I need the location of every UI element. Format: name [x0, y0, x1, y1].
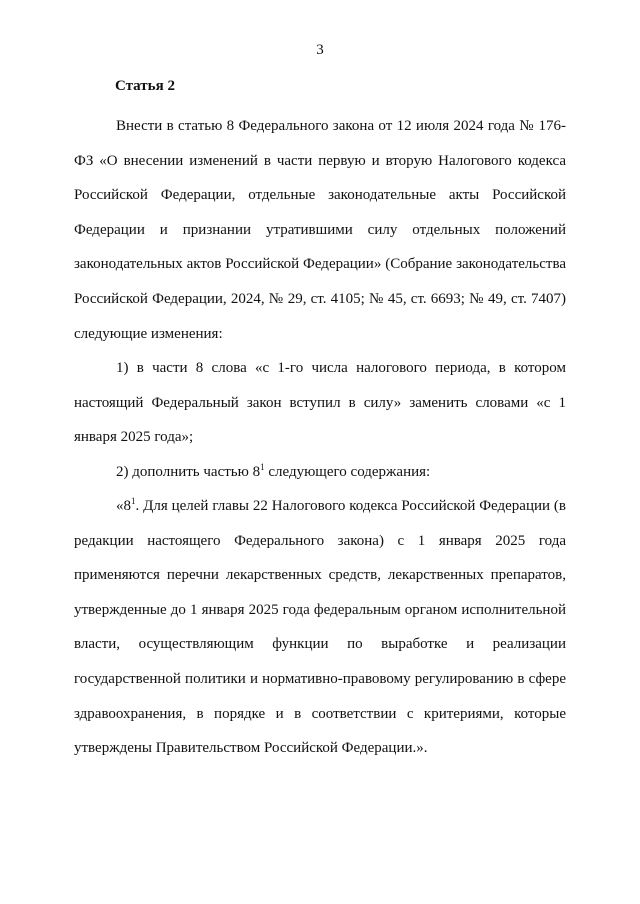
item-2-superscript: 1 — [260, 462, 265, 472]
article-title: Статья 2 — [115, 78, 175, 94]
page-number: 3 — [316, 42, 324, 58]
paragraph-item-2 — [74, 455, 566, 490]
article-item-2 — [74, 455, 566, 490]
quote-superscript: 1 — [131, 496, 136, 506]
item-2-text-end: следующего содержания: — [264, 464, 431, 480]
article-quote — [74, 489, 566, 766]
quote-text-start: «8 — [116, 498, 131, 514]
paragraph-item-1: 1) в части 8 слова «с 1-го числа налогового периода, в котором настоящий Федеральный закон вступил в силу» заменить словами «с 1 января 2025 года»; — [74, 360, 566, 446]
quote-text-end: . Для целей главы 22 Налогового кодекса Российской Федерации (в редакции настоящего Федерального закона) с 1 января 2025 года применяются перечни лекарственных средств, лекарственных препаратов, утвержденные до 1 января 2025 года федеральным органом исполнительной власти, осуществляющим функции по выработке и реализации государственной политики и нормативно-правовому регулированию в сфере здравоохранения, в порядке и в соответствии с критериями, которые утверждены Правительством Российской Федерации.». — [74, 498, 566, 757]
article-body — [74, 109, 566, 351]
paragraph-quote — [74, 489, 566, 766]
article-item-1 — [74, 351, 566, 455]
paragraph-intro: Внести в статью 8 Федерального закона от 12 июля 2024 года № 176-ФЗ «О внесении изменений в части первую и вторую Налогового кодекса Российской Федерации, отдельные законодательные акты Российской Федерации и признании утратившими силу отдельных положений законодательных актов Российской Федерации» (Собрание законодательства Российской Федерации, 2024, № 29, ст. 4105; № 45, ст. 6693; № 49, ст. 7407) следующие изменения: — [74, 118, 566, 342]
item-2-text-start: 2) дополнить частью 8 — [116, 464, 261, 480]
